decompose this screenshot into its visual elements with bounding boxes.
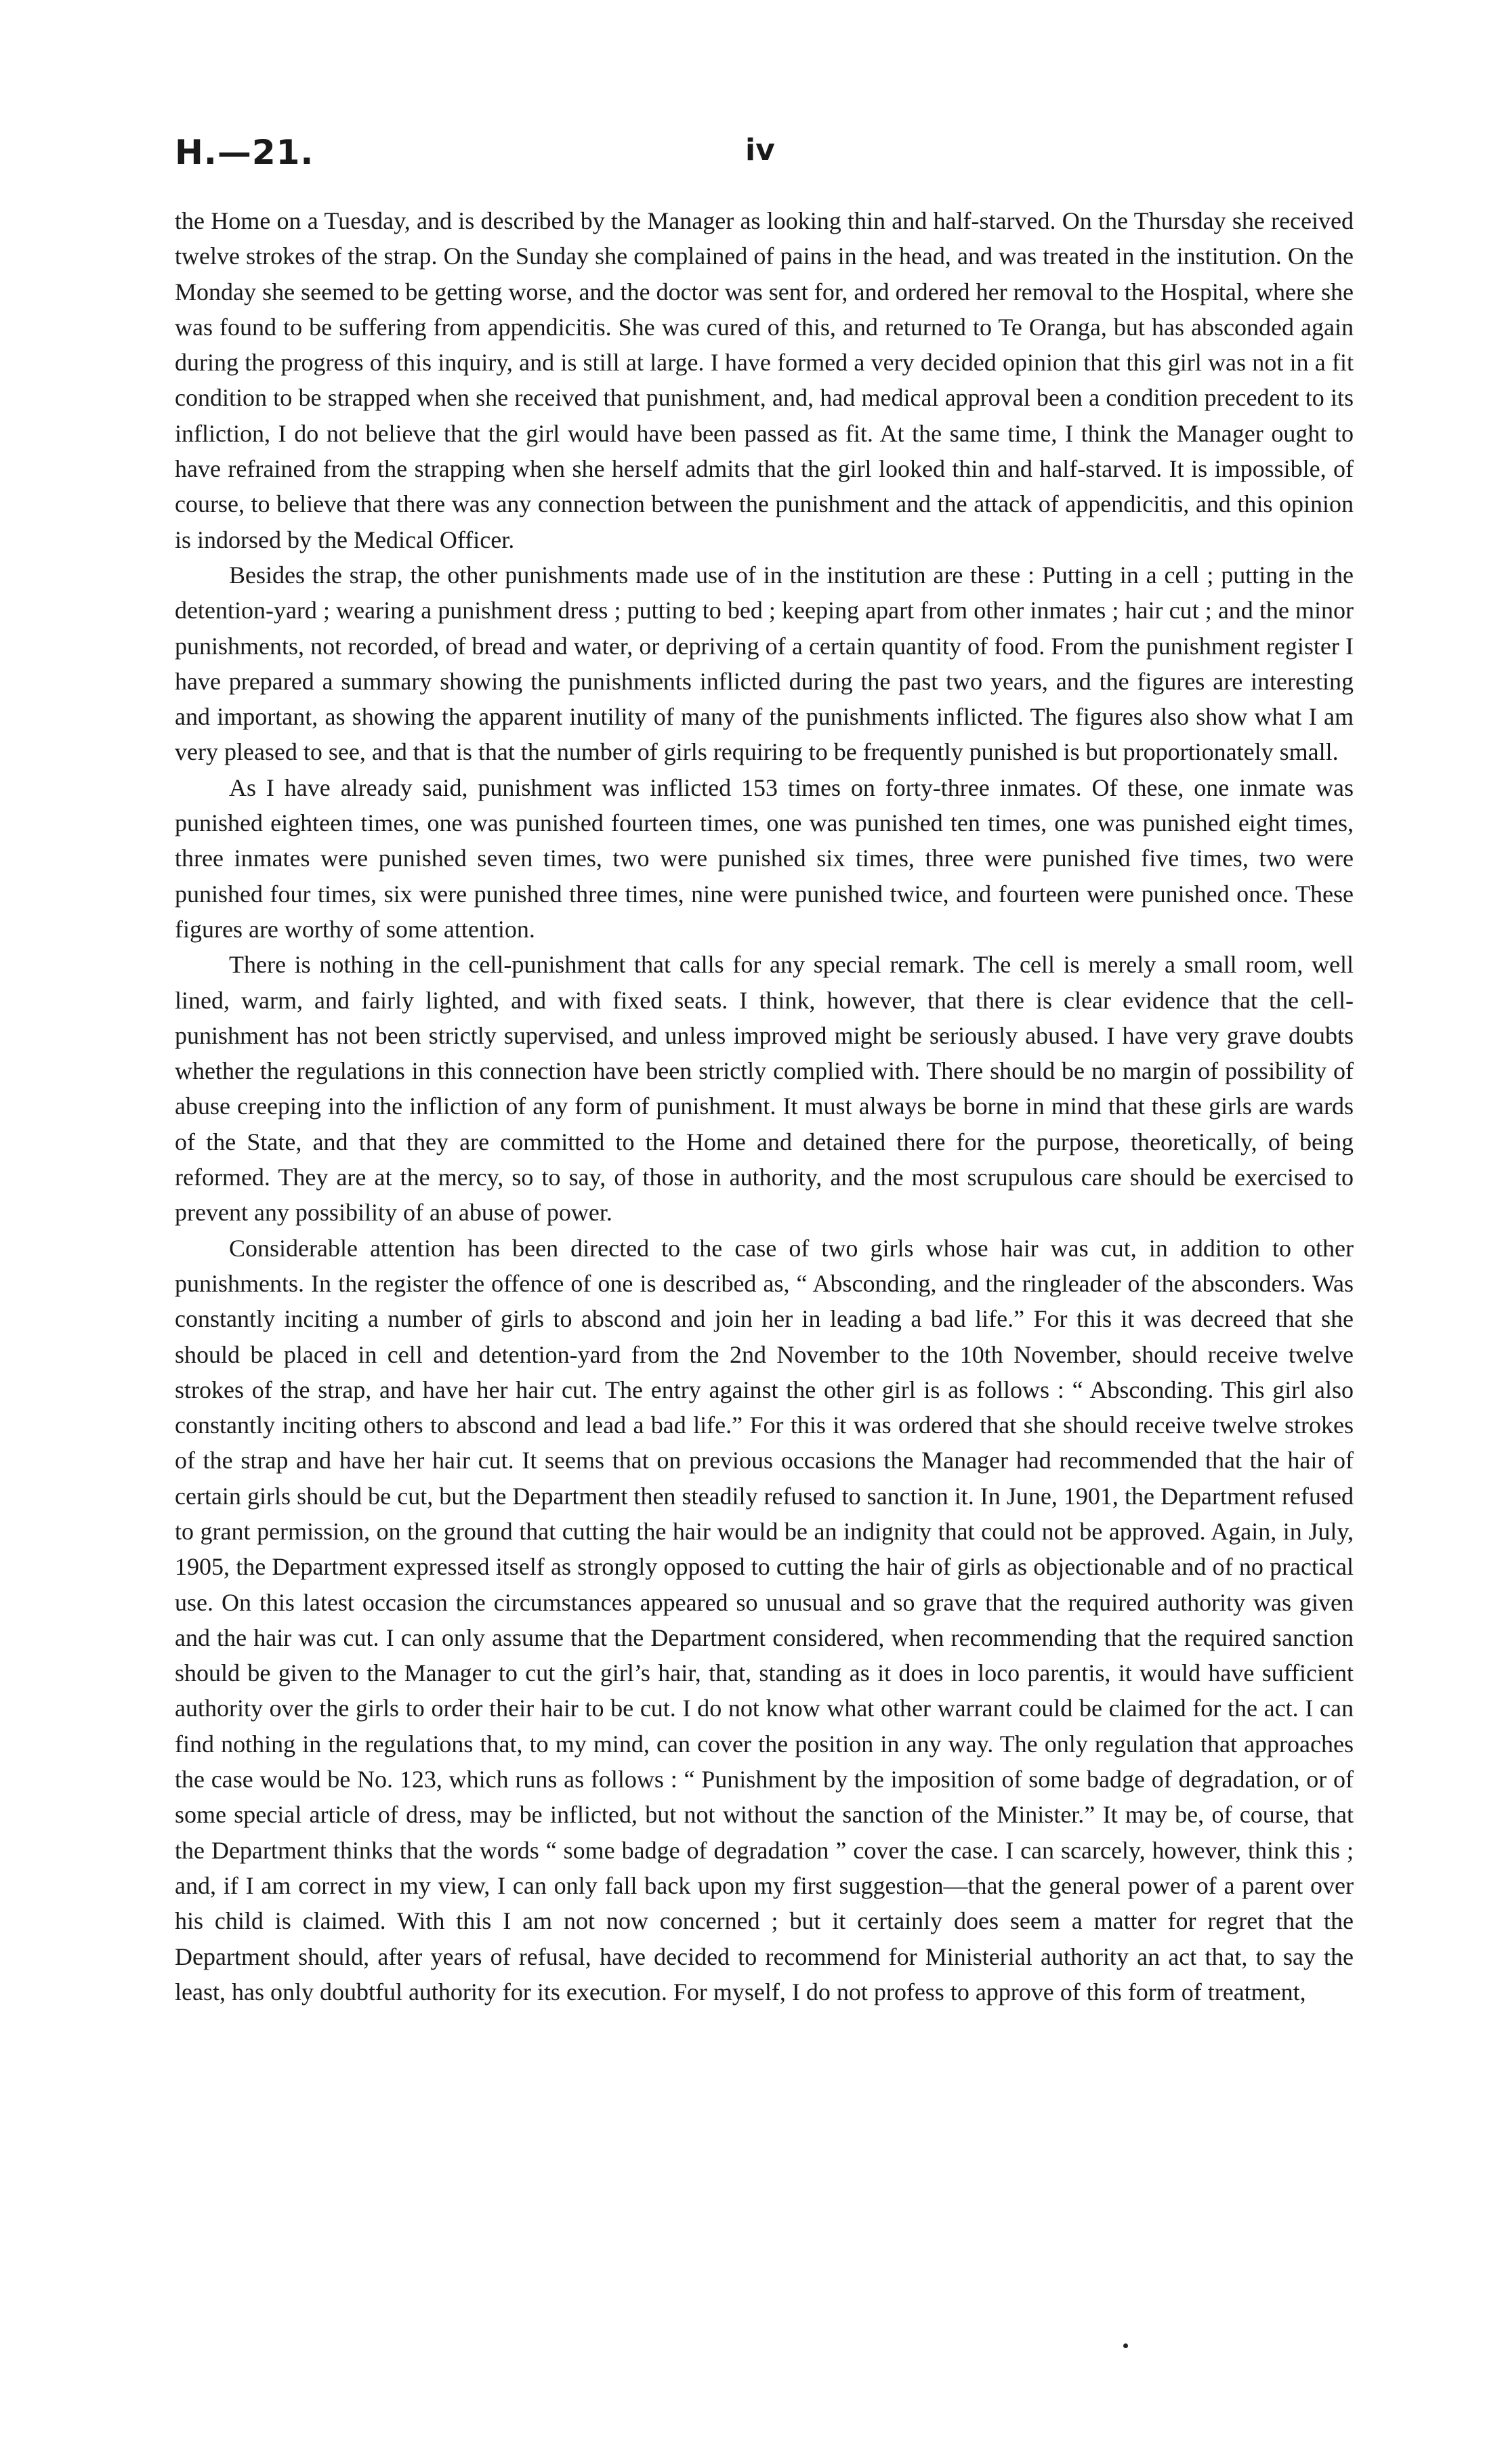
paragraph-3: As I have already said, punishment was inflicted 153 times on forty-three inmates. Of these, one inmate was punished eighteen times, one was punished fourteen times, one was punished ten times, one was punished eight times, three inmates were punished seven times, two were punished six times, three were punished five times, two were punished four times, six were punished three times, nine were punished twice, and fourteen were punished once. These figures are worthy of some attention. bbox=[175, 773, 1354, 943]
paragraph-1: the Home on a Tuesday, and is described by the Manager as looking thin and half-starved. On the Thursday she received twelve strokes of the strap. On the Sunday she complained of pains in the head, and was treated in the institution. On the Monday she seemed to be getting worse, and the doctor was sent for, and ordered her removal to the Hospital, where she was found to be suffering from appendicitis. She was cured of this, and returned to Te Oranga, but has absconded again during the progress of this inquiry, and is still at large. I have formed a very decided opinion that this girl was not in a fit condition to be strapped when she received that punishment, and, had medical approval been a condition precedent to its infliction, I do not believe that the girl would have been passed as fit. At the same time, I think the Manager ought to have refrained from the strapping when she herself admits that the girl looked thin and half-starved. It is impossible, of course, to believe that there was any connection between the punishment and the attack of appendicitis, and this opinion is indorsed by the Medical Officer. bbox=[175, 207, 1354, 553]
page-header bbox=[175, 133, 1329, 187]
paragraph-5: Considerable attention has been directed to the case of two girls whose hair was cut, in addition to other punishments. In the register the offence of one is described as, “ Absconding, and the ringleader of the absconders. Was constantly inciting a number of girls to abscond and join her in leading a bad life.” For this it was decreed that she should be placed in cell and detention-yard from the 2nd November to the 10th November, should receive twelve strokes of the strap, and have her hair cut. The entry against the other girl is as follows : “ Absconding. This girl also constantly inciting others to abscond and lead a bad life.” For this it was ordered that she should receive twelve strokes of the strap and have her hair cut. It seems that on previous occasions the Manager had recommended that the hair of certain girls should be cut, but the Department then steadily refused to sanction it. In June, 1901, the Department refused to grant permission, on the ground that cutting the hair would be an indignity that could not be approved. Again, in July, 1905, the Department expressed itself as strongly opposed to cutting the hair of girls as objectionable and of no practical use. On this latest occasion the circumstances appeared so unusual and so grave that the required authority was given and the hair was cut. I can only assume that the Department considered, when recommending that the required sanction should be given to the Manager to cut the girl’s hair, that, standing as it does in loco parentis, it would have sufficient authority over the girls to order their hair to be cut. I do not know what other warrant could be claimed for the act. I can find nothing in the regulations that, to my mind, can cover the position in any way. The only regulation that approaches the case would be No. 123, which runs as follows : “ Punishment by the imposition of some badge of degradation, or of some special article of dress, may be inflicted, but not without the sanction of the Minister.” It may be, of course, that the Department thinks that the words “ some badge of degradation ” cover the case. I can scarcely, however, think this ; and, if I am correct in my view, I can only fall back upon my first suggestion—that the general power of a parent over his child is claimed. With this I am not now concerned ; but it certainly does seem a matter for regret that the Department should, after years of refusal, have decided to recommend for Ministerial authority an act that, to say the least, has only doubtful authority for its execution. For myself, I do not profess to approve of this form of treatment, bbox=[175, 1234, 1354, 2005]
paragraph-4: There is nothing in the cell-punishment that calls for any special remark. The cell is merely a small room, well lined, warm, and fairly lighted, and with fixed seats. I think, however, that there is clear evidence that the cell-punishment has not been strictly supervised, and unless improved might be seriously abused. I have very grave doubts whether the regulations in this connection have been strictly complied with. There should be no margin of possibility of abuse creeping into the infliction of any form of punishment. It must always be borne in mind that these girls are wards of the State, and that they are committed to the Home and detained there for the purpose, theoretically, of being reformed. They are at the mercy, so to say, of those in authority, and the most scrupulous care should be exercised to prevent any possibility of an abuse of power. bbox=[175, 951, 1354, 1227]
paragraph-2: Besides the strap, the other punishments made use of in the institution are these : Putting in a cell ; putting in the detention-yard ; wearing a punishment dress ; putting to bed ; keeping apart from other inmates ; hair cut ; and the minor punishments, not recorded, of bread and water, or depriving of a certain quantity of food. From the punishment register I have prepared a summary showing the punishments inflicted during the past two years, and the figures are interesting and important, as showing the apparent inutility of many of the punishments inflicted. The figures also show what I am very pleased to see, and that is that the number of girls requiring to be frequently punished is but proportionately small. bbox=[175, 561, 1354, 766]
printing-mark bbox=[1123, 2343, 1128, 2348]
page-number: iv bbox=[745, 133, 775, 167]
body-text bbox=[175, 203, 1354, 2010]
page-reference: H.—21. bbox=[175, 133, 314, 172]
